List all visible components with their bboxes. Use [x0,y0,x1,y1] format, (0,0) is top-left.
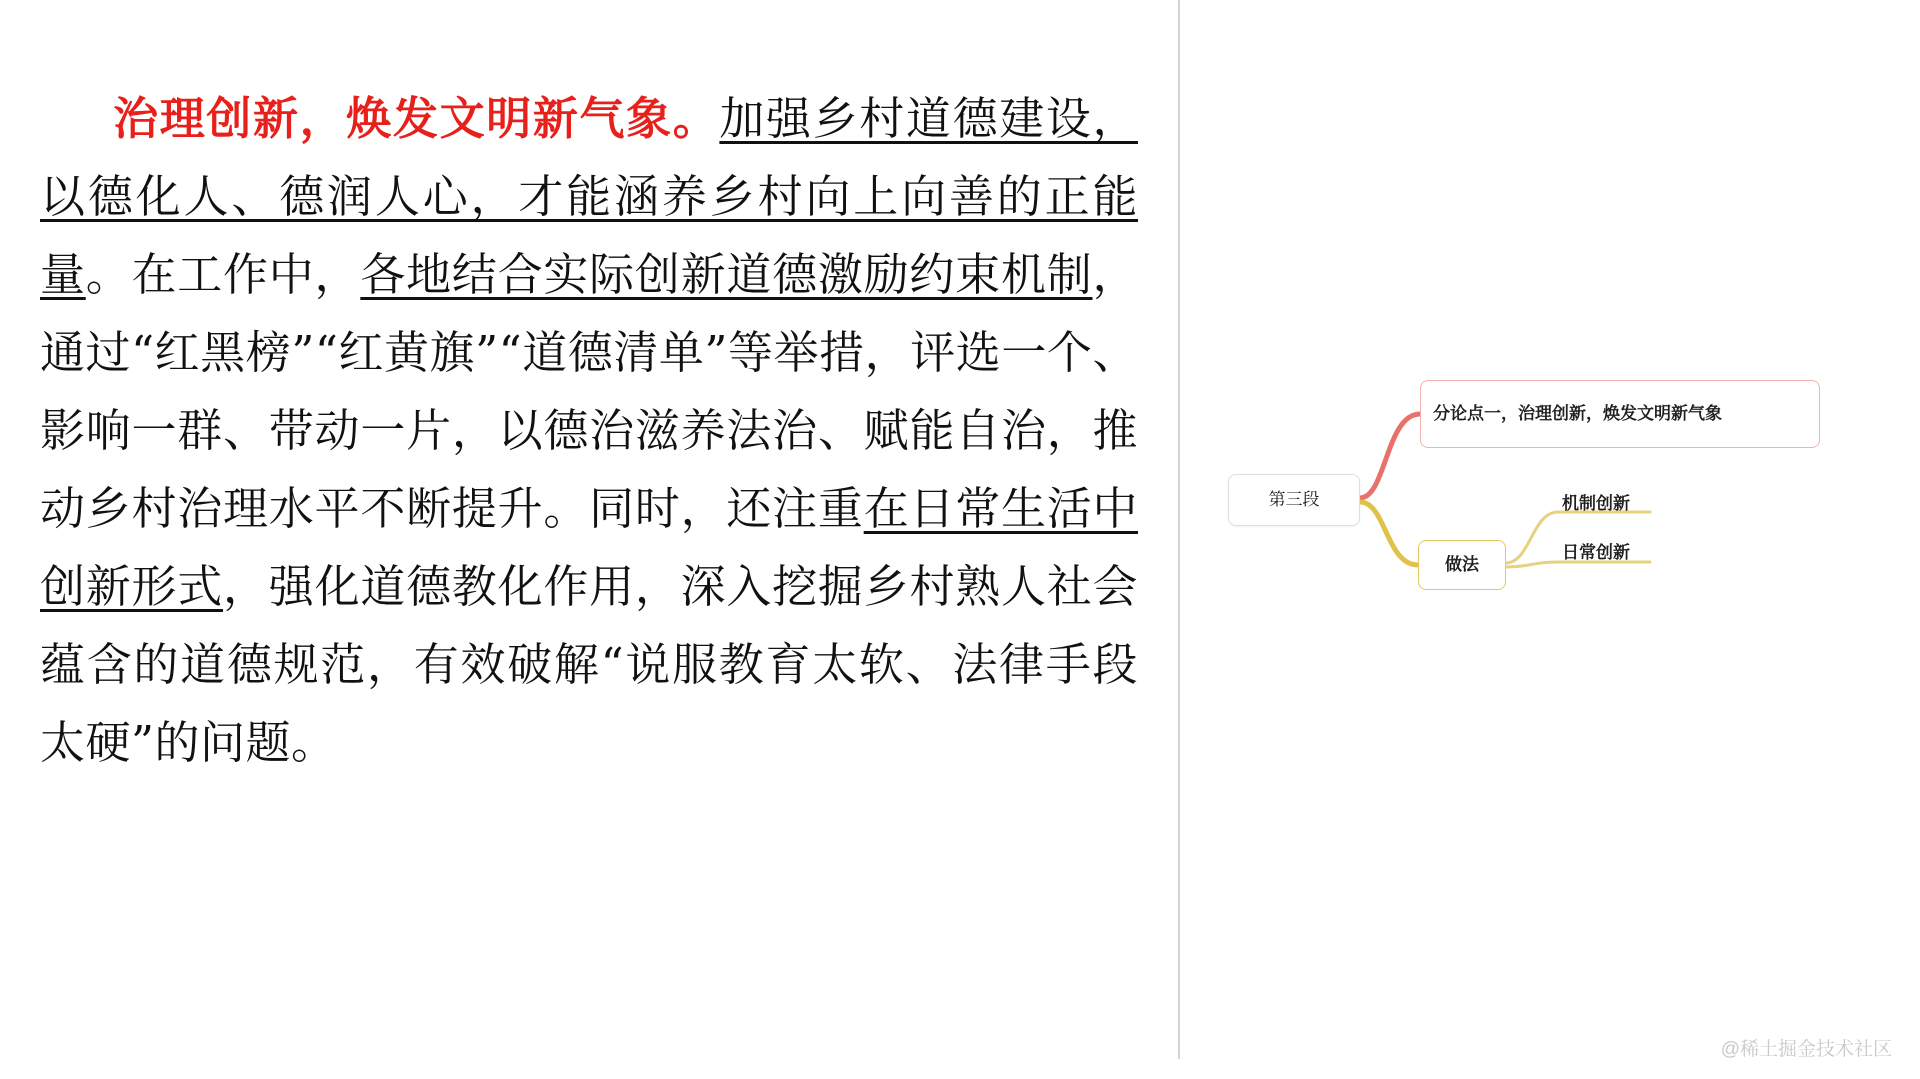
paragraph-segment-underline-3: 在日常生活中创新形式 [40,482,1138,613]
mindmap-node-point-one-label: 分论点一，治理创新，焕发文明新气象 [1433,403,1722,423]
mindmap-node-method[interactable] [1418,540,1506,590]
paragraph-segment-highlight: 治理创新，焕发文明新气象。 [112,92,720,145]
mindmap-leaf-daily-innovation-label: 日常创新 [1562,543,1630,562]
mindmap-connectors [1180,0,1920,1079]
paragraph-segment-plain-2: ，通过“红黑榜”“红黄旗”“道德清单”等举措，评选一个、影响一群、带动一片，以德治滋养法治、赋能自治，推动乡村治理水平不断提升。同时，还注重 [40,248,1138,535]
paragraph-segment-underline-2: 各地结合实际创新道德激励约束机制 [360,248,1093,301]
mindmap-leaf-mechanism-innovation-label: 机制创新 [1562,494,1630,513]
paragraph-segment-plain-3: ，强化道德教化作用，深入挖掘乡村熟人社会蕴含的道德规范，有效破解“说服教育太软、法律手段太硬”的问题。 [40,560,1138,769]
mindmap-node-method-label: 做法 [1445,554,1479,574]
mindmap-pane [1180,0,1920,1079]
mindmap-leaf-daily-innovation[interactable] [1562,538,1630,563]
mindmap-node-root-label: 第三段 [1268,489,1320,509]
mindmap-node-root[interactable] [1228,474,1360,526]
paragraph-segment-underline-1: 加强乡村道德建设，以德化人、德润人心，才能涵养乡村向上向善的正能量 [40,92,1138,301]
paragraph-segment-plain-1: 。在工作中， [85,248,361,301]
watermark: @稀土掘金技术社区 [1720,1039,1892,1060]
connector-root-to-point1 [1360,414,1420,498]
mindmap-node-point-one[interactable] [1420,380,1820,448]
document-paragraph [40,80,1138,782]
mindmap-leaf-mechanism-innovation[interactable] [1562,489,1630,514]
connector-root-to-method [1360,502,1418,565]
